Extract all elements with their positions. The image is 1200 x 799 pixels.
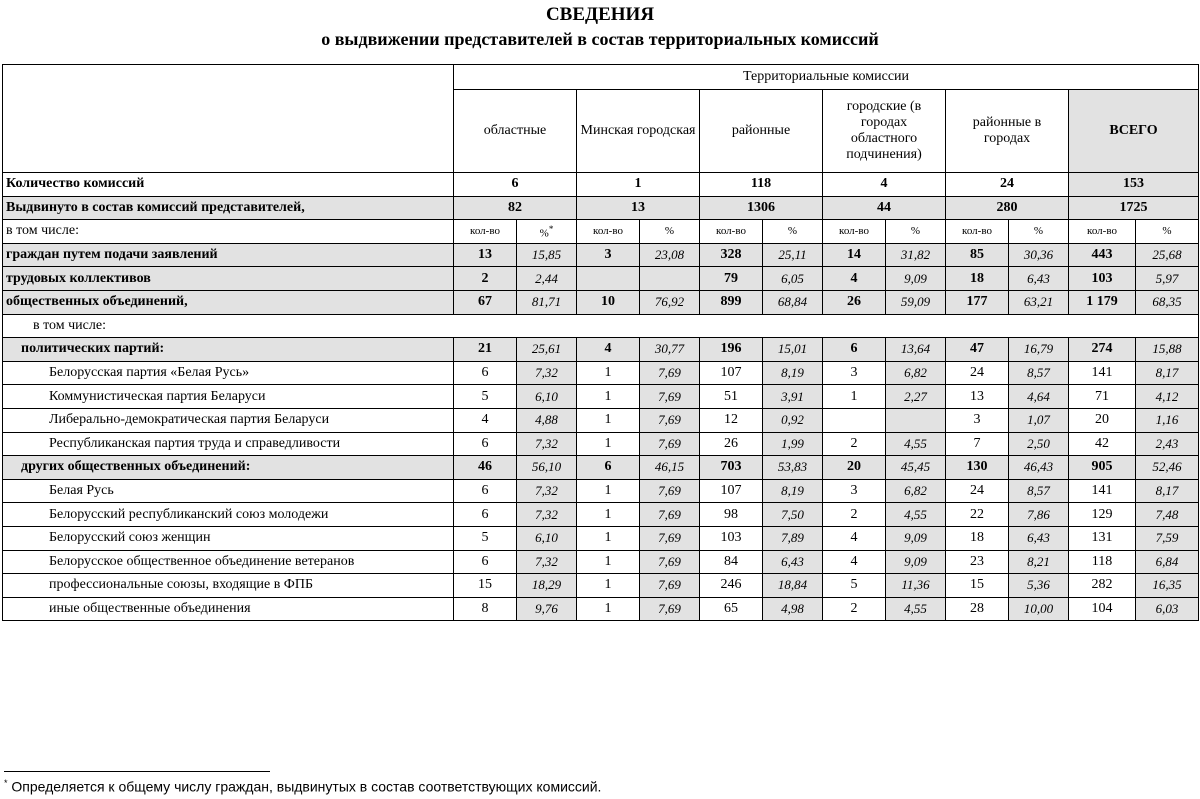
row-label: других общественных объединений: <box>3 456 454 480</box>
percent-cell: 6,43 <box>1009 267 1069 291</box>
document-subtitle: о выдвижении представителей в состав территориальных комиссий <box>321 29 879 49</box>
table-row <box>3 173 1199 197</box>
count-cell: 4 <box>823 550 886 574</box>
percent-cell: 9,09 <box>886 550 946 574</box>
percent-cell: 7,69 <box>640 550 700 574</box>
count-cell: 118 <box>1069 550 1136 574</box>
count-cell: 141 <box>1069 479 1136 503</box>
count-cell: 98 <box>700 503 763 527</box>
count-cell: 703 <box>700 456 763 480</box>
row-label: Коммунистическая партия Беларуси <box>3 385 454 409</box>
merged-cell: 1306 <box>700 196 823 220</box>
count-cell <box>577 267 640 291</box>
merged-cell: 24 <box>946 173 1069 197</box>
percent-cell: 16,35 <box>1136 574 1199 598</box>
count-cell: 2 <box>823 432 886 456</box>
count-cell: 13 <box>946 385 1009 409</box>
count-cell: 6 <box>577 456 640 480</box>
count-cell: 10 <box>577 290 640 314</box>
count-cell: 18 <box>946 267 1009 291</box>
percent-cell: 7,69 <box>640 385 700 409</box>
count-cell: 4 <box>454 408 517 432</box>
count-cell: 51 <box>700 385 763 409</box>
count-subheader: кол-во <box>454 220 517 244</box>
percent-cell: 8,57 <box>1009 361 1069 385</box>
count-cell: 443 <box>1069 243 1136 267</box>
count-cell: 67 <box>454 290 517 314</box>
percent-cell: 76,92 <box>640 290 700 314</box>
count-cell: 15 <box>946 574 1009 598</box>
percent-cell: 18,84 <box>763 574 823 598</box>
count-cell: 1 <box>577 408 640 432</box>
table-row <box>3 526 1199 550</box>
count-cell: 22 <box>946 503 1009 527</box>
percent-cell: 7,69 <box>640 408 700 432</box>
percent-cell: 4,12 <box>1136 385 1199 409</box>
footnote-text: Определяется к общему числу граждан, выдвинутых в состав соответствующих комиссий. <box>11 778 602 795</box>
count-subheader: кол-во <box>946 220 1009 244</box>
percent-cell: 13,64 <box>886 338 946 362</box>
count-cell: 129 <box>1069 503 1136 527</box>
row-label: политических партий: <box>3 338 454 362</box>
percent-cell: 7,48 <box>1136 503 1199 527</box>
row-label: Либерально-демократическая партия Беларуси <box>3 408 454 432</box>
merged-cell: 4 <box>823 173 946 197</box>
count-cell: 15 <box>454 574 517 598</box>
count-cell: 4 <box>577 338 640 362</box>
pct-subheader: % <box>1009 220 1069 244</box>
count-cell: 274 <box>1069 338 1136 362</box>
row-label: Белорусское общественное объединение ветеранов <box>3 550 454 574</box>
percent-cell: 23,08 <box>640 243 700 267</box>
merged-cell: 118 <box>700 173 823 197</box>
percent-cell: 5,97 <box>1136 267 1199 291</box>
table-row <box>3 408 1199 432</box>
count-cell: 103 <box>700 526 763 550</box>
percent-cell: 10,00 <box>1009 597 1069 621</box>
merged-cell: 280 <box>946 196 1069 220</box>
percent-cell: 1,99 <box>763 432 823 456</box>
percent-cell: 59,09 <box>886 290 946 314</box>
percent-cell: 2,50 <box>1009 432 1069 456</box>
percent-cell: 6,43 <box>763 550 823 574</box>
row-label: Количество комиссий <box>3 173 454 197</box>
row-label: профессиональные союзы, входящие в ФПБ <box>3 574 454 598</box>
count-cell: 85 <box>946 243 1009 267</box>
count-cell <box>823 408 886 432</box>
table-row <box>3 361 1199 385</box>
document-title: СВЕДЕНИЯ <box>545 4 655 25</box>
footnote-rule <box>4 771 270 772</box>
row-label: в том числе: <box>3 220 454 244</box>
pct-subheader: % <box>1136 220 1199 244</box>
header-column-5: ВСЕГО <box>1069 90 1199 173</box>
row-label: Белорусский союз женщин <box>3 526 454 550</box>
count-cell: 3 <box>577 243 640 267</box>
percent-cell: 63,21 <box>1009 290 1069 314</box>
count-cell: 71 <box>1069 385 1136 409</box>
percent-cell: 6,05 <box>763 267 823 291</box>
percent-cell: 7,89 <box>763 526 823 550</box>
percent-cell: 8,57 <box>1009 479 1069 503</box>
count-cell: 46 <box>454 456 517 480</box>
row-label: в том числе: <box>3 314 1199 338</box>
percent-cell: 11,36 <box>886 574 946 598</box>
table-row <box>3 550 1199 574</box>
count-cell: 905 <box>1069 456 1136 480</box>
percent-cell: 4,55 <box>886 503 946 527</box>
row-label: Выдвинуто в состав комиссий представителей, <box>3 196 454 220</box>
percent-cell: 7,69 <box>640 574 700 598</box>
percent-cell: 8,17 <box>1136 479 1199 503</box>
row-label: иные общественные объединения <box>3 597 454 621</box>
table-row <box>3 196 1199 220</box>
count-cell: 196 <box>700 338 763 362</box>
row-label: Белорусская партия «Белая Русь» <box>3 361 454 385</box>
percent-cell: 7,69 <box>640 526 700 550</box>
percent-cell: 68,35 <box>1136 290 1199 314</box>
count-subheader: кол-во <box>700 220 763 244</box>
percent-cell: 6,84 <box>1136 550 1199 574</box>
pct-subheader: % <box>640 220 700 244</box>
percent-cell: 56,10 <box>517 456 577 480</box>
percent-cell: 7,86 <box>1009 503 1069 527</box>
count-cell: 5 <box>823 574 886 598</box>
count-cell: 20 <box>823 456 886 480</box>
count-cell: 4 <box>823 267 886 291</box>
count-cell: 7 <box>946 432 1009 456</box>
commissions-table <box>2 64 1199 621</box>
percent-cell: 2,27 <box>886 385 946 409</box>
count-cell: 2 <box>823 597 886 621</box>
table-row <box>3 503 1199 527</box>
percent-cell: 25,11 <box>763 243 823 267</box>
count-cell: 4 <box>823 526 886 550</box>
count-cell: 5 <box>454 526 517 550</box>
count-cell: 5 <box>454 385 517 409</box>
count-cell: 20 <box>1069 408 1136 432</box>
count-cell: 6 <box>454 432 517 456</box>
percent-cell: 30,36 <box>1009 243 1069 267</box>
count-cell: 21 <box>454 338 517 362</box>
percent-cell: 3,91 <box>763 385 823 409</box>
percent-cell: 25,61 <box>517 338 577 362</box>
row-label: Республиканская партия труда и справедливости <box>3 432 454 456</box>
percent-cell: 2,43 <box>1136 432 1199 456</box>
percent-cell: 7,59 <box>1136 526 1199 550</box>
percent-cell: 7,50 <box>763 503 823 527</box>
count-cell: 6 <box>454 361 517 385</box>
table-row <box>3 385 1199 409</box>
count-cell: 13 <box>454 243 517 267</box>
percent-cell: 0,92 <box>763 408 823 432</box>
percent-cell: 2,44 <box>517 267 577 291</box>
count-cell: 8 <box>454 597 517 621</box>
percent-cell: 46,15 <box>640 456 700 480</box>
count-cell: 3 <box>823 479 886 503</box>
percent-cell: 15,01 <box>763 338 823 362</box>
table-row <box>3 479 1199 503</box>
count-cell: 3 <box>823 361 886 385</box>
table-row <box>3 314 1199 338</box>
percent-cell: 7,32 <box>517 503 577 527</box>
merged-cell: 6 <box>454 173 577 197</box>
table-row <box>3 456 1199 480</box>
row-label: трудовых коллективов <box>3 267 454 291</box>
merged-cell: 44 <box>823 196 946 220</box>
count-cell: 42 <box>1069 432 1136 456</box>
percent-cell: 30,77 <box>640 338 700 362</box>
percent-cell: 6,10 <box>517 385 577 409</box>
percent-cell: 7,32 <box>517 361 577 385</box>
footnote <box>4 778 601 795</box>
count-cell: 6 <box>454 550 517 574</box>
row-label: Белорусский республиканский союз молодежи <box>3 503 454 527</box>
count-cell: 1 <box>577 479 640 503</box>
percent-cell: 7,69 <box>640 361 700 385</box>
pct-footnote-marker: * <box>548 224 554 235</box>
pct-subheader-label: % <box>539 227 549 240</box>
count-cell: 84 <box>700 550 763 574</box>
percent-cell: 7,69 <box>640 432 700 456</box>
percent-cell: 7,69 <box>640 479 700 503</box>
percent-cell: 45,45 <box>886 456 946 480</box>
percent-cell: 8,19 <box>763 479 823 503</box>
table-row <box>3 574 1199 598</box>
percent-cell: 4,88 <box>517 408 577 432</box>
row-label: общественных объединений, <box>3 290 454 314</box>
percent-cell: 7,69 <box>640 597 700 621</box>
count-cell: 141 <box>1069 361 1136 385</box>
count-cell: 1 <box>577 597 640 621</box>
percent-cell: 6,43 <box>1009 526 1069 550</box>
percent-cell <box>886 408 946 432</box>
row-label: Белая Русь <box>3 479 454 503</box>
count-cell: 26 <box>823 290 886 314</box>
count-cell: 65 <box>700 597 763 621</box>
count-cell: 24 <box>946 479 1009 503</box>
footnote-marker: * <box>4 778 8 788</box>
percent-cell: 4,55 <box>886 432 946 456</box>
table-row <box>3 220 1199 244</box>
table-row <box>3 267 1199 291</box>
percent-cell: 1,07 <box>1009 408 1069 432</box>
percent-cell: 15,88 <box>1136 338 1199 362</box>
count-cell: 1 <box>823 385 886 409</box>
percent-cell: 9,09 <box>886 267 946 291</box>
count-cell: 1 <box>577 526 640 550</box>
count-cell: 130 <box>946 456 1009 480</box>
header-column-2: районные <box>700 90 823 173</box>
pct-subheader: % <box>886 220 946 244</box>
percent-cell: 7,32 <box>517 432 577 456</box>
count-cell: 6 <box>823 338 886 362</box>
percent-cell <box>640 267 700 291</box>
count-cell: 131 <box>1069 526 1136 550</box>
percent-cell: 6,10 <box>517 526 577 550</box>
percent-cell: 7,32 <box>517 550 577 574</box>
count-cell: 26 <box>700 432 763 456</box>
header-column-0: областные <box>454 90 577 173</box>
count-cell: 1 <box>577 550 640 574</box>
percent-cell: 4,55 <box>886 597 946 621</box>
percent-cell: 15,85 <box>517 243 577 267</box>
header-column-4: районные в городах <box>946 90 1069 173</box>
count-cell: 47 <box>946 338 1009 362</box>
count-cell: 24 <box>946 361 1009 385</box>
count-cell: 107 <box>700 479 763 503</box>
count-cell: 1 <box>577 503 640 527</box>
count-cell: 6 <box>454 503 517 527</box>
count-cell: 107 <box>700 361 763 385</box>
count-cell: 14 <box>823 243 886 267</box>
pct-subheader <box>517 220 577 244</box>
merged-cell: 153 <box>1069 173 1199 197</box>
merged-cell: 82 <box>454 196 577 220</box>
percent-cell: 18,29 <box>517 574 577 598</box>
count-cell: 1 179 <box>1069 290 1136 314</box>
percent-cell: 46,43 <box>1009 456 1069 480</box>
percent-cell: 5,36 <box>1009 574 1069 598</box>
count-cell: 23 <box>946 550 1009 574</box>
count-cell: 18 <box>946 526 1009 550</box>
percent-cell: 9,76 <box>517 597 577 621</box>
table-row <box>3 432 1199 456</box>
table-row <box>3 290 1199 314</box>
count-cell: 328 <box>700 243 763 267</box>
count-cell: 1 <box>577 385 640 409</box>
percent-cell: 25,68 <box>1136 243 1199 267</box>
percent-cell: 6,82 <box>886 361 946 385</box>
count-subheader: кол-во <box>823 220 886 244</box>
percent-cell: 8,17 <box>1136 361 1199 385</box>
count-cell: 28 <box>946 597 1009 621</box>
table-row <box>3 243 1199 267</box>
percent-cell: 1,16 <box>1136 408 1199 432</box>
percent-cell: 53,83 <box>763 456 823 480</box>
percent-cell: 6,03 <box>1136 597 1199 621</box>
merged-cell: 1 <box>577 173 700 197</box>
count-cell: 2 <box>823 503 886 527</box>
merged-cell: 13 <box>577 196 700 220</box>
pct-subheader: % <box>763 220 823 244</box>
count-cell: 12 <box>700 408 763 432</box>
count-cell: 6 <box>454 479 517 503</box>
percent-cell: 9,09 <box>886 526 946 550</box>
count-cell: 2 <box>454 267 517 291</box>
count-cell: 246 <box>700 574 763 598</box>
header-group: Территориальные комиссии <box>454 65 1199 90</box>
percent-cell: 4,64 <box>1009 385 1069 409</box>
count-subheader: кол-во <box>577 220 640 244</box>
table-row <box>3 338 1199 362</box>
row-label: граждан путем подачи заявлений <box>3 243 454 267</box>
count-cell: 1 <box>577 432 640 456</box>
header-column-3: городские (в городах областного подчинения) <box>823 90 946 173</box>
count-cell: 282 <box>1069 574 1136 598</box>
count-cell: 1 <box>577 361 640 385</box>
count-cell: 177 <box>946 290 1009 314</box>
count-cell: 104 <box>1069 597 1136 621</box>
count-cell: 1 <box>577 574 640 598</box>
percent-cell: 68,84 <box>763 290 823 314</box>
percent-cell: 4,98 <box>763 597 823 621</box>
header-corner <box>3 65 454 173</box>
percent-cell: 7,69 <box>640 503 700 527</box>
percent-cell: 16,79 <box>1009 338 1069 362</box>
percent-cell: 81,71 <box>517 290 577 314</box>
percent-cell: 6,82 <box>886 479 946 503</box>
count-cell: 3 <box>946 408 1009 432</box>
table-row <box>3 597 1199 621</box>
count-cell: 103 <box>1069 267 1136 291</box>
percent-cell: 7,32 <box>517 479 577 503</box>
merged-cell: 1725 <box>1069 196 1199 220</box>
count-subheader: кол-во <box>1069 220 1136 244</box>
count-cell: 79 <box>700 267 763 291</box>
header-column-1: Минская городская <box>577 90 700 173</box>
percent-cell: 31,82 <box>886 243 946 267</box>
percent-cell: 52,46 <box>1136 456 1199 480</box>
count-cell: 899 <box>700 290 763 314</box>
percent-cell: 8,19 <box>763 361 823 385</box>
percent-cell: 8,21 <box>1009 550 1069 574</box>
